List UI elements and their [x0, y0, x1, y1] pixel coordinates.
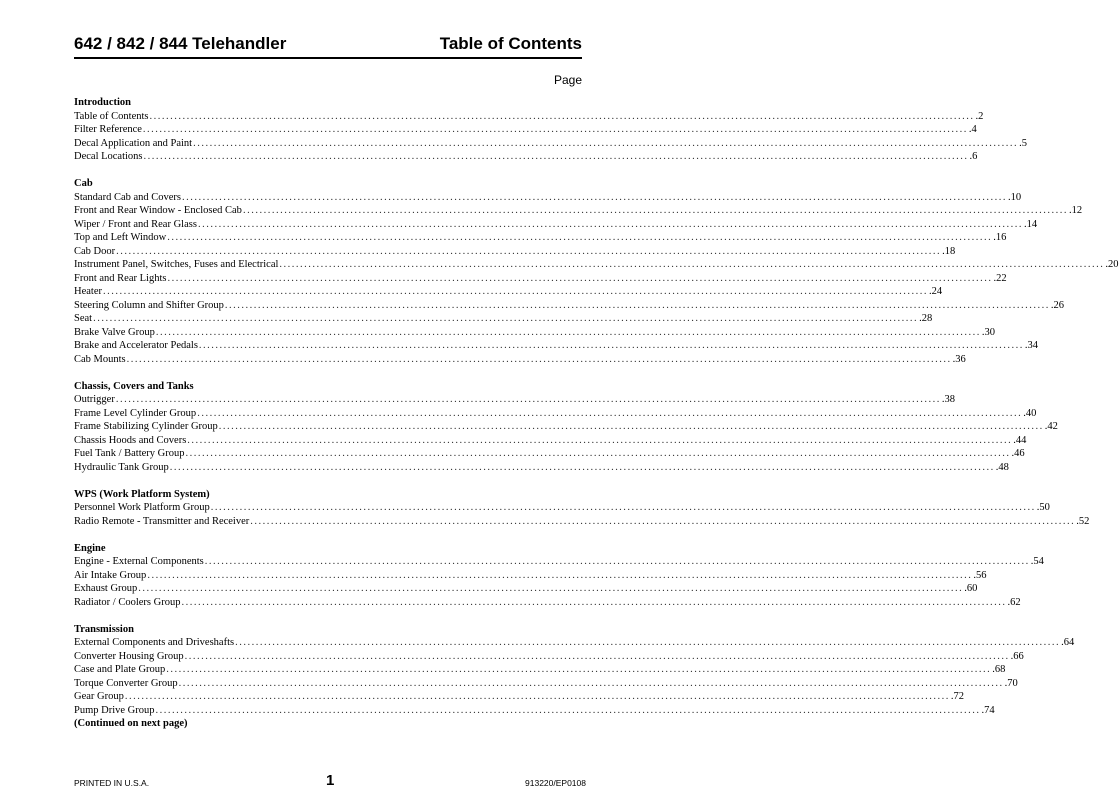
dot-leader: ........................................................................................................................................................................................................ — [143, 151, 969, 162]
toc-entry[interactable] — [74, 110, 984, 124]
toc-entry-label: Filter Reference — [74, 124, 142, 135]
toc-entry-label: Exhaust Group — [74, 583, 138, 594]
dot-leader: ........................................................................................................................................................................................................ — [235, 637, 1061, 648]
dot-leader: ........................................................................................................................................................................................................ — [242, 205, 1068, 216]
dot-leader: ........................................................................................................................................................................................................ — [279, 259, 1105, 270]
dot-leader: ........................................................................................................................................................................................................ — [142, 124, 968, 135]
section-heading: Table of Contents — [439, 34, 582, 53]
toc-entry[interactable] — [74, 461, 1009, 475]
page-column-label: Page — [553, 73, 582, 87]
toc-entry[interactable] — [74, 353, 966, 367]
toc-entry-label: Steering Column and Shifter Group — [74, 299, 224, 311]
toc-entry[interactable] — [74, 299, 1065, 313]
toc-entry-page: .4 — [968, 124, 977, 135]
header-rule — [74, 57, 582, 59]
toc-entry[interactable] — [74, 258, 1119, 272]
toc-entry-page: .22 — [993, 272, 1007, 284]
toc-section — [74, 177, 1119, 366]
toc-entry-page: .68 — [992, 664, 1006, 675]
dot-leader: ........................................................................................................................................................................................................ — [167, 232, 993, 243]
toc-entry[interactable] — [74, 501, 1050, 515]
toc-entry-page: .6 — [969, 151, 978, 162]
toc-entry-label: Chassis Hoods and Covers — [74, 434, 187, 446]
toc-entry-label: Fuel Tank / Battery Group — [74, 448, 185, 459]
toc-entry-label: Pump Drive Group — [74, 704, 155, 716]
toc-section-title: WPS (Work Platform System) — [74, 488, 210, 500]
toc-entry-page: .30 — [981, 326, 995, 338]
dot-leader: ........................................................................................................................................................................................................ — [166, 664, 992, 675]
toc-entry[interactable] — [74, 690, 964, 704]
dot-leader: ........................................................................................................................................................................................................ — [197, 218, 1023, 230]
toc-entry[interactable] — [74, 393, 955, 407]
dot-leader: ........................................................................................................................................................................................................ — [218, 421, 1044, 432]
dot-leader: ........................................................................................................................................................................................................ — [167, 272, 993, 284]
toc-entry[interactable] — [74, 515, 1090, 529]
toc-section — [74, 488, 1090, 529]
dot-leader: ........................................................................................................................................................................................................ — [204, 556, 1030, 567]
toc-entry-page: .38 — [941, 394, 955, 405]
toc-entry-label: Converter Housing Group — [74, 650, 184, 662]
toc-entry[interactable] — [74, 447, 1025, 461]
dot-leader: ........................................................................................................................................................................................................ — [197, 407, 1023, 419]
toc-entry-page: .62 — [1007, 596, 1021, 608]
toc-entry-label: Cab Door — [74, 245, 116, 257]
toc-entry-label: Radio Remote - Transmitter and Receiver — [74, 515, 250, 527]
toc-entry-page: .40 — [1023, 407, 1037, 419]
toc-entry[interactable] — [74, 231, 1007, 245]
page-header — [74, 34, 582, 58]
dot-leader: ........................................................................................................................................................................................................ — [187, 434, 1013, 446]
document-number: 913220/EP0108 — [525, 778, 586, 788]
toc-section-title: Chassis, Covers and Tanks — [74, 380, 194, 392]
toc-entry-page: .56 — [973, 569, 987, 581]
toc-entry-page: .24 — [928, 286, 943, 297]
toc-entry-label: Table of Contents — [74, 110, 149, 122]
toc-section-title: Transmission — [74, 623, 134, 635]
toc-entry-page: .64 — [1061, 637, 1075, 648]
printed-in-label: PRINTED IN U.S.A. — [74, 778, 150, 788]
toc-entry-page: .34 — [1024, 340, 1039, 351]
toc-entry-page: .66 — [1010, 650, 1024, 662]
toc-entry-label: Instrument Panel, Switches, Fuses and Electrical — [74, 259, 279, 270]
dot-leader: ........................................................................................................................................................................................................ — [169, 461, 995, 473]
toc-entry-label: Seat — [74, 313, 93, 324]
toc-entry-page: .74 — [981, 704, 995, 716]
toc-entry-label: Frame Stabilizing Cylinder Group — [74, 421, 218, 432]
toc-entry-page: .2 — [975, 110, 984, 122]
toc-entry-label: Brake and Accelerator Pedals — [74, 340, 198, 351]
toc-entry[interactable] — [74, 636, 1075, 650]
dot-leader: ........................................................................................................................................................................................................ — [210, 502, 1036, 513]
toc-entry-label: Front and Rear Window - Enclosed Cab — [74, 205, 242, 216]
toc-entry-label: Heater — [74, 286, 102, 297]
toc-entry-label: Standard Cab and Covers — [74, 191, 182, 203]
toc-entry-label: Engine - External Components — [74, 556, 204, 567]
dot-leader: ........................................................................................................................................................................................................ — [147, 569, 973, 581]
toc-entry-page: .54 — [1030, 556, 1044, 567]
dot-leader: ........................................................................................................................................................................................................ — [250, 515, 1076, 527]
toc-entry[interactable] — [74, 339, 1039, 353]
dot-leader: ........................................................................................................................................................................................................ — [155, 704, 981, 716]
toc-entry-page: .52 — [1076, 515, 1090, 527]
toc-entry-label: Hydraulic Tank Group — [74, 461, 169, 473]
toc-section — [74, 380, 1058, 475]
toc-entry-page: .46 — [1011, 448, 1025, 459]
toc-entry-page: .14 — [1023, 218, 1038, 230]
toc-entry[interactable] — [74, 704, 995, 718]
table-of-contents — [74, 96, 1119, 731]
page-number: 1 — [326, 772, 335, 789]
toc-entry-page: .10 — [1008, 191, 1022, 203]
toc-entry[interactable] — [74, 312, 933, 326]
toc-entry-label: Torque Converter Group — [74, 677, 178, 689]
toc-entry-label: Air Intake Group — [74, 569, 147, 581]
toc-entry[interactable] — [74, 137, 1027, 151]
toc-entry[interactable] — [74, 150, 978, 164]
toc-entry[interactable] — [74, 407, 1037, 421]
dot-leader: ........................................................................................................................................................................................................ — [155, 326, 981, 338]
continued-note: (Continued on next page) — [74, 718, 188, 729]
toc-entry-page: .26 — [1050, 299, 1065, 311]
toc-entry[interactable] — [74, 650, 1024, 664]
toc-entry[interactable] — [74, 596, 1021, 610]
toc-entry-label: Outrigger — [74, 394, 115, 405]
toc-entry-label: Wiper / Front and Rear Glass — [74, 218, 197, 230]
toc-entry-page: .60 — [964, 583, 978, 594]
dot-leader: ........................................................................................................................................................................................................ — [184, 650, 1010, 662]
toc-entry-page: .16 — [993, 232, 1007, 243]
dot-leader: ........................................................................................................................................................................................................ — [181, 596, 1007, 608]
dot-leader: ........................................................................................................................................................................................................ — [185, 448, 1011, 459]
toc-entry-page: .28 — [919, 313, 933, 324]
toc-entry[interactable] — [74, 218, 1038, 232]
toc-entry-page: .12 — [1068, 205, 1083, 216]
dot-leader: ........................................................................................................................................................................................................ — [115, 394, 941, 405]
toc-section — [74, 542, 1044, 610]
toc-entry-page: .5 — [1019, 137, 1027, 149]
toc-section-title: Cab — [74, 178, 93, 189]
toc-entry-label: Decal Locations — [74, 151, 143, 162]
toc-entry-label: Case and Plate Group — [74, 664, 166, 675]
toc-entry-page: .42 — [1044, 421, 1058, 432]
dot-leader: ........................................................................................................................................................................................................ — [193, 137, 1019, 149]
toc-entry[interactable] — [74, 555, 1044, 569]
toc-entry[interactable] — [74, 191, 1022, 205]
toc-entry-label: External Components and Driveshafts — [74, 637, 235, 648]
toc-entry-label: Brake Valve Group — [74, 326, 155, 338]
toc-entry[interactable] — [74, 204, 1083, 218]
toc-section-title: Engine — [74, 542, 106, 554]
toc-entry-page: .48 — [995, 461, 1009, 473]
toc-section-title: Introduction — [74, 97, 131, 108]
toc-entry-label: Cab Mounts — [74, 353, 126, 365]
toc-entry[interactable] — [74, 663, 1006, 677]
dot-leader: ........................................................................................................................................................................................................ — [182, 191, 1008, 203]
toc-entry-page: .20 — [1105, 259, 1119, 270]
toc-entry[interactable] — [74, 245, 956, 259]
toc-entry-page: .50 — [1036, 502, 1050, 513]
toc-section — [74, 623, 1075, 718]
dot-leader: ........................................................................................................................................................................................................ — [178, 677, 1004, 689]
dot-leader: ........................................................................................................................................................................................................ — [138, 583, 964, 594]
toc-entry[interactable] — [74, 434, 1027, 448]
toc-entry[interactable] — [74, 285, 943, 299]
dot-leader: ........................................................................................................................................................................................................ — [198, 340, 1024, 351]
dot-leader: ........................................................................................................................................................................................................ — [93, 313, 919, 324]
toc-entry-label: Frame Level Cylinder Group — [74, 407, 197, 419]
toc-entry-page: .44 — [1013, 434, 1027, 446]
toc-entry-label: Gear Group — [74, 691, 124, 702]
dot-leader: ........................................................................................................................................................................................................ — [124, 691, 950, 702]
toc-entry-page: .70 — [1004, 677, 1018, 689]
toc-entry-label: Radiator / Coolers Group — [74, 596, 181, 608]
toc-section — [74, 96, 1027, 164]
toc-entry-label: Front and Rear Lights — [74, 272, 167, 284]
dot-leader: ........................................................................................................................................................................................................ — [102, 286, 928, 297]
toc-entry-label: Personnel Work Platform Group — [74, 502, 210, 513]
toc-entry[interactable] — [74, 569, 987, 583]
toc-entry[interactable] — [74, 420, 1058, 434]
page-footer — [74, 772, 586, 790]
document-title: 642 / 842 / 844 Telehandler — [74, 34, 287, 53]
toc-entry-page: .72 — [950, 691, 964, 702]
toc-entry-page: .18 — [942, 245, 956, 257]
toc-entry[interactable] — [74, 326, 995, 340]
dot-leader: ........................................................................................................................................................................................................ — [224, 299, 1050, 311]
toc-entry-label: Decal Application and Paint — [74, 137, 193, 149]
toc-entry[interactable] — [74, 582, 978, 596]
toc-entry-page: .36 — [952, 353, 966, 365]
toc-entry-label: Top and Left Window — [74, 232, 167, 243]
dot-leader: ........................................................................................................................................................................................................ — [149, 110, 975, 122]
dot-leader: ........................................................................................................................................................................................................ — [126, 353, 952, 365]
toc-entry[interactable] — [74, 272, 1007, 286]
toc-entry[interactable] — [74, 677, 1018, 691]
dot-leader: ........................................................................................................................................................................................................ — [116, 245, 942, 257]
toc-entry[interactable] — [74, 123, 977, 137]
